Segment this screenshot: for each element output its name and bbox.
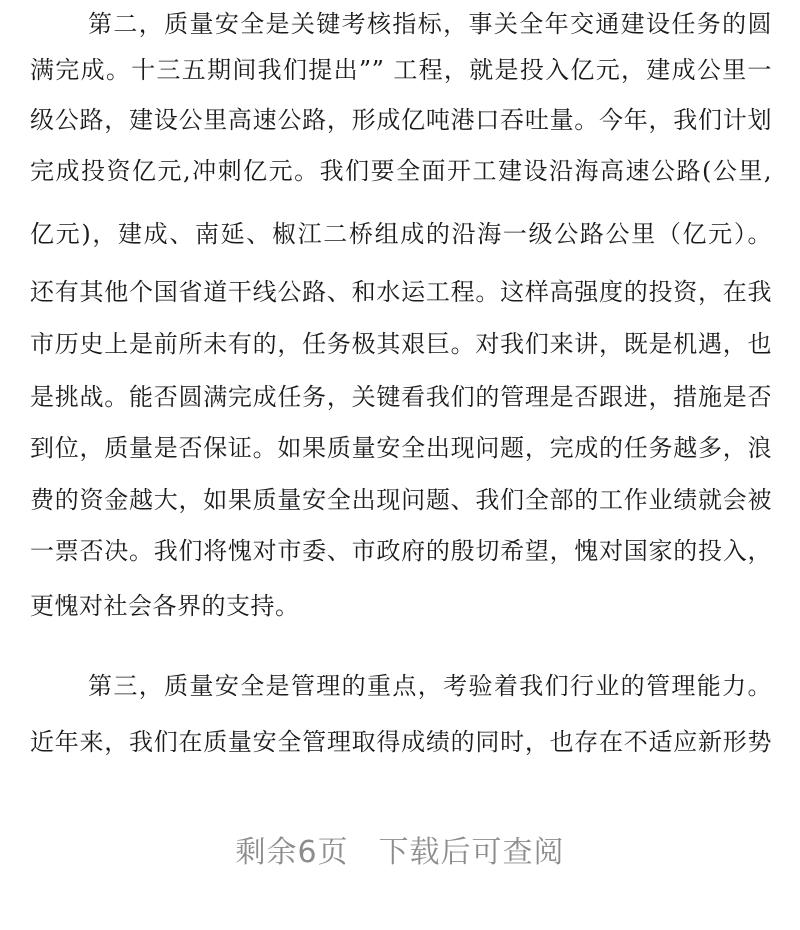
text-line: 还有其他个国省道干线公路、和水运工程。这样高强度的投资，在我 [30, 278, 772, 306]
text-line: 近年来，我们在质量安全管理取得成绩的同时，也存在不适应新形势 [30, 728, 772, 756]
text-line: 级公路，建设公里高速公路，形成亿吨港口吞吐量。今年，我们计划 [30, 106, 772, 134]
text-line: 亿元)，建成、南延、椒江二桥组成的沿海一级公路公里（亿元）。 [30, 220, 772, 248]
text-line: 更愧对社会各界的支持。 [30, 592, 300, 620]
download-more-banner[interactable] [0, 828, 800, 878]
text-line: 到位，质量是否保证。如果质量安全出现问题，完成的任务越多，浪 [30, 434, 772, 462]
text-line: 满完成。十三五期间我们提出”” 工程，就是投入亿元，建成公里一 [30, 56, 772, 84]
download-to-view-label[interactable]: 下载后可查阅 [378, 835, 565, 870]
text-line: 一票否决。我们将愧对市委、市政府的殷切希望，愧对国家的投入， [30, 537, 772, 565]
text-line: 第三，质量安全是管理的重点，考验着我们行业的管理能力。 [88, 672, 772, 700]
remaining-pages-label: 剩余6页 [235, 835, 349, 870]
text-line: 第二，质量安全是关键考核指标，事关全年交通建设任务的圆 [88, 10, 772, 38]
text-line: 是挑战。能否圆满完成任务，关键看我们的管理是否跟进，措施是否 [30, 383, 772, 411]
text-line: 完成投资亿元,冲刺亿元。我们要全面开工建设沿海高速公路(公里, [30, 157, 772, 185]
text-line: 市历史上是前所未有的，任务极其艰巨。对我们来讲，既是机遇，也 [30, 330, 772, 358]
text-line: 费的资金越大，如果质量安全出现问题、我们全部的工作业绩就会被 [30, 486, 772, 514]
